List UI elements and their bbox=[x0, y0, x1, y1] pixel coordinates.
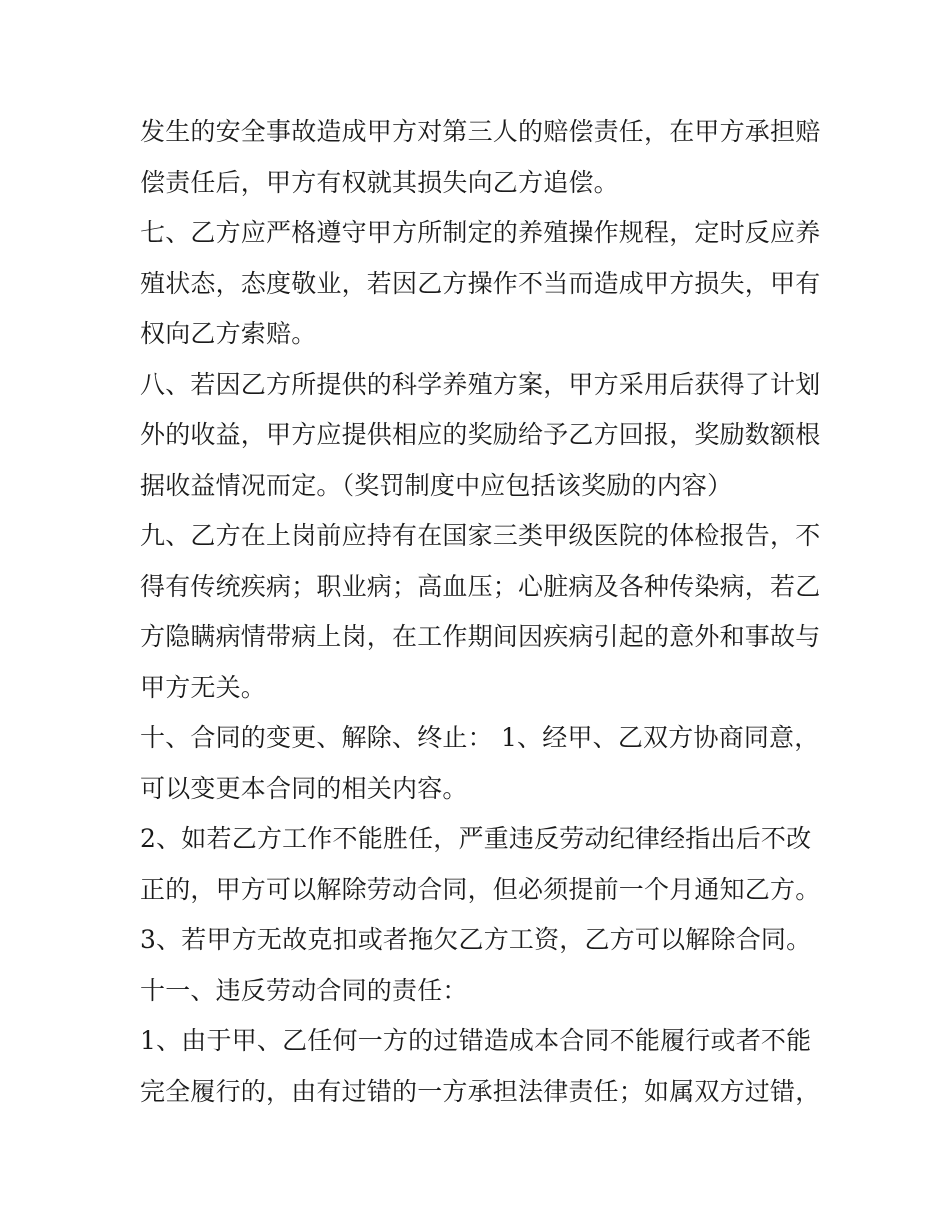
text-line: 殖状态，态度敬业，若因乙方操作不当而造成甲方损失，甲有 bbox=[140, 268, 821, 298]
text-line: 可以变更本合同的相关内容。 bbox=[140, 773, 468, 803]
text-line: 外的收益，甲方应提供相应的奖励给予乙方回报，奖励数额根 bbox=[140, 420, 821, 449]
text-line: 1、由于甲、乙任何一方的过错造成本合同不能履行或者不能 bbox=[140, 1026, 812, 1055]
text-line: 偿责任后，甲方有权就其损失向乙方追偿。 bbox=[140, 167, 619, 197]
text-line: 据收益情况而定。（奖罚制度中应包括该奖励的内容） bbox=[140, 470, 733, 500]
clause-11-heading: 十一、违反劳动合同的责任： bbox=[140, 975, 468, 1005]
text-line: 权向乙方索赔。 bbox=[140, 319, 317, 348]
text-line: 甲方无关。 bbox=[140, 672, 267, 702]
text-line: 得有传统疾病；职业病；高血压；心脏病及各种传染病，若乙 bbox=[140, 571, 821, 601]
clause-9-line: 九、乙方在上岗前应持有在国家三类甲级医院的体检报告，不 bbox=[140, 521, 821, 550]
clause-7-line: 七、乙方应严格遵守甲方所制定的养殖操作规程，定时反应养 bbox=[140, 218, 821, 247]
text-line: 2、如若乙方工作不能胜任，严重违反劳动纪律经指出后不改 bbox=[140, 824, 812, 853]
clause-8-line: 八、若因乙方所提供的科学养殖方案，甲方采用后获得了计划 bbox=[140, 369, 821, 399]
text-line: 方隐瞒病情带病上岗，在工作期间因疾病引起的意外和事故与 bbox=[140, 622, 821, 651]
text-line: 3、若甲方无故克扣或者拖欠乙方工资，乙方可以解除合同。 bbox=[140, 925, 812, 954]
contract-text-block bbox=[140, 107, 830, 1117]
text-line: 完全履行的，由有过错的一方承担法律责任；如属双方过错， bbox=[140, 1076, 821, 1106]
clause-10-line: 十、合同的变更、解除、终止： 1、经甲、乙双方协商同意， bbox=[140, 723, 820, 752]
text-line: 正的，甲方可以解除劳动合同，但必须提前一个月通知乙方。 bbox=[140, 874, 821, 904]
text-line: 发生的安全事故造成甲方对第三人的赔偿责任，在甲方承担赔 bbox=[140, 117, 821, 146]
